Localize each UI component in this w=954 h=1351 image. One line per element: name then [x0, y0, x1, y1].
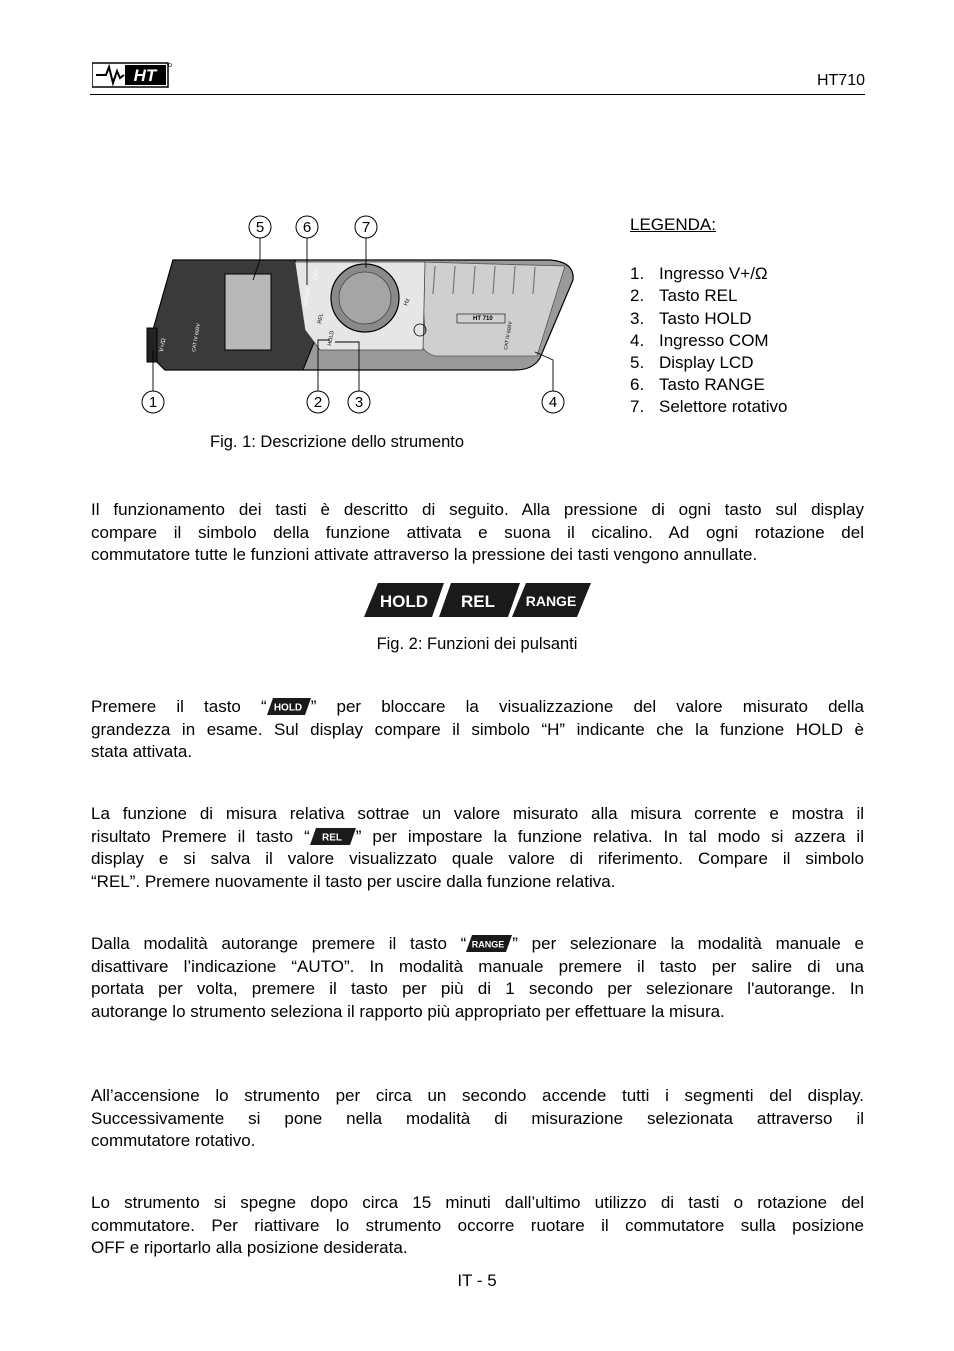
svg-text:RANGE: RANGE — [472, 939, 505, 950]
device-rel-label: REL — [317, 312, 325, 325]
page-number: IT - 5 — [457, 1271, 497, 1290]
legend-list — [630, 263, 788, 418]
legend-item: 4. Ingresso COM — [630, 330, 769, 350]
legend-item: 6. Tasto RANGE — [630, 375, 765, 395]
legend-item: 1. Ingresso V+/Ω — [630, 264, 768, 284]
device-cat-label-right: CAT IV 600V — [503, 321, 514, 351]
callout-1: 1 — [148, 394, 158, 411]
header-rule — [90, 94, 865, 95]
logo-text: HT — [133, 66, 157, 85]
paragraph-range: Dalla modalità autorange premere il tasto “ RANGE ” per selezionare la modalità manuale e disattivare l’indicazione “AUTO”. In modalità manuale premere il tasto per salire di una portata per volta, premere il tasto per più di 1 secondo per selezionare l'autorange. In autorange lo strumento seleziona il rapporto più appropriato per effettuare la misura. — [91, 934, 864, 1021]
paragraph-auto-off: Lo strumento si spegne dopo circa 15 minuti dall’ultimo utilizzo di tasti o rotazione del commutatore. Per riattivare lo strumento occorre ruotare il commutatore sulla posizione OFF e riportarlo alla posizione desiderata. — [91, 1193, 864, 1257]
range-button-icon — [466, 935, 512, 952]
callout-5: 5 — [255, 219, 265, 236]
figure2-caption: Fig. 2: Funzioni dei pulsanti — [376, 635, 578, 653]
legend-item: 5. Display LCD — [630, 353, 754, 373]
button-functions-figure — [364, 583, 592, 617]
callout-2: 2 — [313, 394, 323, 411]
device-hold-label: HOLD — [327, 330, 336, 347]
legend-item: 7. Selettore rotativo — [630, 397, 788, 417]
instrument-figure — [135, 210, 585, 420]
device-hz-label: Hz — [403, 297, 412, 307]
legend-title: LEGENDA: — [630, 215, 716, 234]
model-name: HT710 — [816, 72, 865, 89]
paragraph-rel: La funzione di misura relativa sottrae un valore misurato alla misura corrente e mostra il risultato Premere il tasto “ REL ” per impostare la funzione relativa. In tal modo si azzera il display e si salva il valore visualizzato quale valore di riferimento. Compare il simbolo “REL”. Premere nuovamente il tasto per uscire dalla funzione relativa. — [91, 804, 864, 891]
device-input-label: V+/Ω — [159, 337, 168, 353]
legend-item: 2. Tasto REL — [630, 286, 738, 306]
ht-logo — [92, 62, 172, 88]
device-cat-label-left: CAT IV 600V — [191, 323, 202, 353]
legend-item: 3. Tasto HOLD — [630, 308, 752, 328]
rel-button-icon — [310, 828, 356, 845]
device-range-label: RANGE — [303, 286, 313, 307]
svg-text:HOLD: HOLD — [273, 702, 302, 714]
legend — [630, 214, 788, 419]
rel-badge: REL — [461, 592, 495, 611]
paragraph-hold: Premere il tasto “ HOLD ” per bloccare la visualizzazione del valore misurato della grandezza in esame. Sul display compare il simbolo “H” indicante che la funzione HOLD è stata attivata. — [91, 697, 864, 761]
hold-button-icon — [267, 698, 311, 715]
range-badge: RANGE — [525, 593, 577, 609]
callout-4: 4 — [548, 394, 558, 411]
device-off-label: OFF — [313, 267, 322, 281]
callout-3: 3 — [354, 394, 364, 411]
paragraph-intro: Il funzionamento dei tasti è descritto di seguito. Alla pressione di ogni tasto sul display compare il simbolo della funzione attivata e suona il cicalino. Ad ogni rotazione del commutatore tutte le funzioni attivate attraverso la pressione dei tasti vengono annullate. — [91, 500, 864, 564]
svg-text:REL: REL — [321, 832, 342, 843]
paragraph-power-on: All’accensione lo strumento per circa un secondo accende tutti i segmenti del display. Successivamente si pone nella modalità di misurazione selezionata attraverso il commutatore rotativo. — [91, 1086, 864, 1150]
callout-6: 6 — [302, 219, 312, 236]
figure1-caption: Fig. 1: Descrizione dello strumento — [210, 433, 465, 451]
hold-badge: HOLD — [379, 592, 429, 611]
device-model-label: HT 710 — [473, 316, 493, 322]
callout-7: 7 — [361, 219, 371, 236]
